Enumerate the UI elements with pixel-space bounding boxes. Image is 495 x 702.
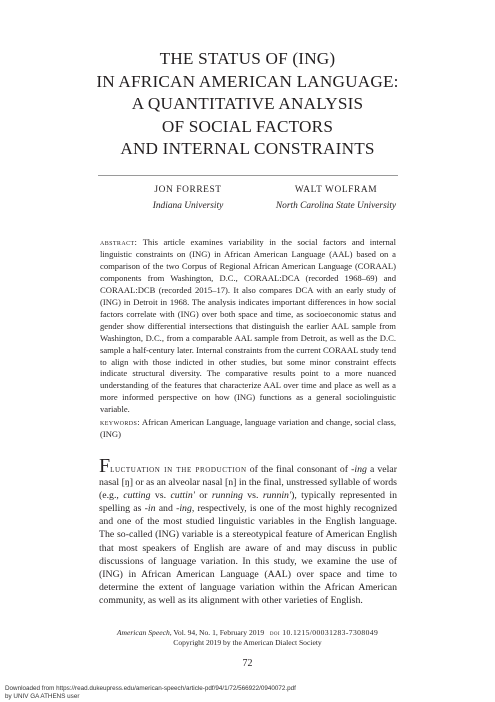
body-italic: -ing, <box>176 503 195 515</box>
author-block <box>250 182 422 214</box>
abstract-label: abstract: <box>100 237 138 247</box>
keywords-label: keywords: <box>100 417 140 427</box>
body-italic: runnin' <box>262 490 292 502</box>
doi: doi 10.1215/00031283-7308049 <box>269 628 379 637</box>
body-text: and <box>155 503 177 515</box>
body-text: or <box>194 490 212 502</box>
body-text: of the final consonant of <box>246 464 352 475</box>
title-line: OF SOCIAL FACTORS <box>161 116 334 136</box>
citation-footer <box>60 628 435 649</box>
body-italic: -ing <box>351 464 367 475</box>
body-text: respectively, is one of the most highly recognized and one of the most studied linguistic variables in the English language. The so-called (ING) variable is a stereotypical feature of American English that most speakers of English are aware of and may discuss in public discussions of language variation. In this study, we examine the use of (ING) in African American Language (AAL) over space and time to determine the extent of language variation within the African American community, as well as its alignment with other varieties of English. <box>99 503 398 606</box>
drop-cap: F <box>99 455 111 477</box>
download-user-line: by UNIV GA ATHENS user <box>5 692 80 700</box>
body-paragraph <box>99 455 398 607</box>
author-affiliation: Indiana University <box>152 201 224 211</box>
download-note <box>5 685 385 700</box>
download-url-line: Downloaded from https://read.dukeupress.edu/american-speech/article-pdf/94/1/72/566922/0940072.pdf <box>5 685 296 692</box>
citation-issue: Vol. 94, No. 1, February 2019 <box>173 628 265 637</box>
abstract-text: This article examines variability in the social factors and internal linguistic constraints on (ING) in African American Language (AAL) based on a comparison of the two Corpus of Regional African American Language (CORAAL) components from Washington, D.C., CORAAL:DCA (recorded 1968–69) and CORAAL:DCB (recorded 2015–17). It also compares DCA with an early study of (ING) in Detroit in 1968. The analysis indicates important differences in how social factors correlate with (ING) over both space and time, as socioeconomic status and gender show differential intersections that distinguish the earlier AAL sample from Washington, D.C., from a comparable AAL sample from Detroit, as well as the D.C. sample a half-century later. Internal constraints from the current CORAAL study tend to align with those indicted in other studies, but some minor constraint effects indicate structural diversity. The comparative results point to a more nuanced understanding of the features that characterize AAL over time and place as well as a more informed perspective on how (ING) functions as a general sociolinguistic variable. <box>100 237 396 415</box>
body-italic: cutting <box>123 490 151 502</box>
journal-name: American Speech, <box>116 628 172 637</box>
title-divider <box>98 175 398 176</box>
keywords <box>100 417 396 441</box>
keywords-text: African American Language, language variation and change, social class, (ING) <box>100 417 396 439</box>
body-text: a velar nasal [ŋ] or as an alveolar nasal [n] in the final, unstressed syllable of words (e.g., <box>99 464 397 502</box>
body-italic: -in <box>144 503 156 515</box>
article-title <box>60 48 435 161</box>
abstract <box>100 237 396 416</box>
title-line: A QUANTITATIVE ANALYSIS <box>131 94 364 113</box>
author-name: JON FORREST <box>154 185 222 195</box>
author-affiliation: North Carolina State University <box>275 201 397 211</box>
copyright: Copyright 2019 by the American Dialect Society <box>173 638 322 648</box>
body-text: vs. <box>150 490 171 502</box>
author-name: WALT WOLFRAM <box>294 185 378 195</box>
body-italic: cuttin' <box>170 490 195 502</box>
page-number: 72 <box>242 658 253 669</box>
lead-in: luctuation in the production <box>110 464 247 475</box>
author-block <box>128 182 248 214</box>
body-text: ), typically represented in spelling as <box>99 490 398 515</box>
citation-line <box>60 628 435 638</box>
body-text: vs. <box>242 490 263 502</box>
body-italic: running <box>211 490 243 502</box>
title-line: AND INTERNAL CONSTRAINTS <box>120 139 375 158</box>
title-line: IN AFRICAN AMERICAN LANGUAGE: <box>96 71 399 91</box>
title-line: THE STATUS OF (ING) <box>159 49 336 68</box>
